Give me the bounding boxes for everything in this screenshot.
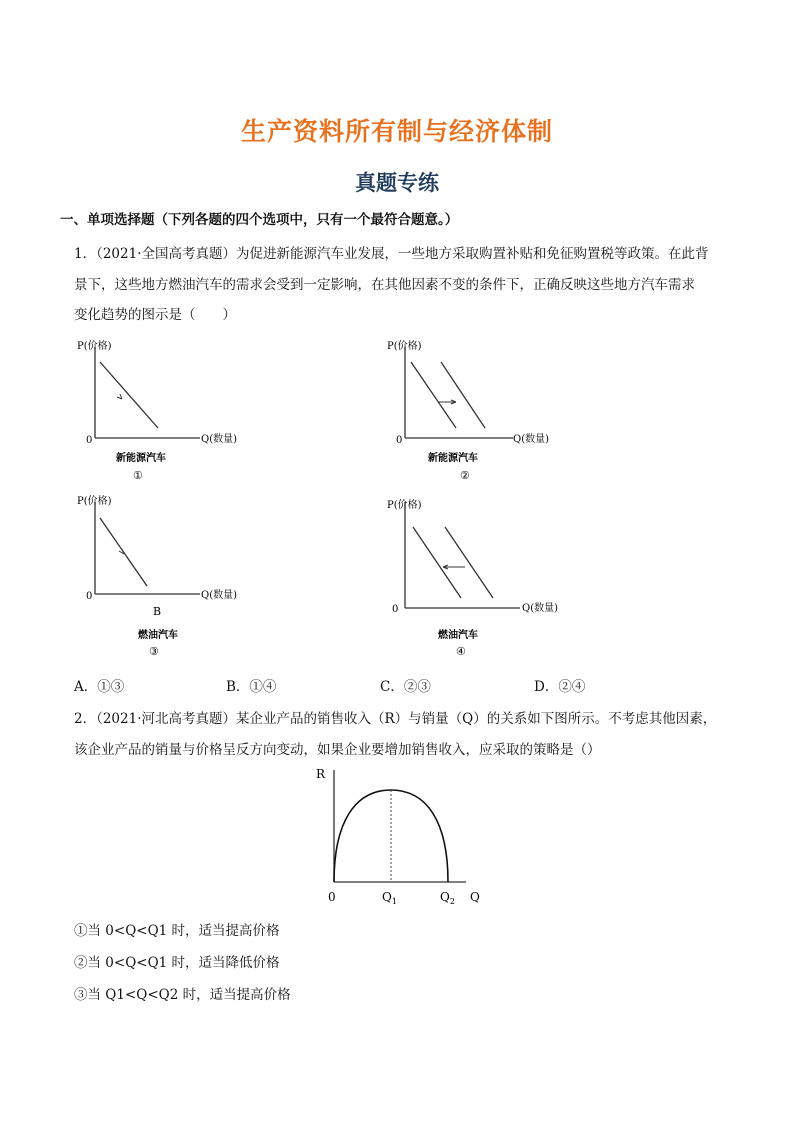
graph-1-caption: 新能源汽车	[116, 453, 166, 464]
graph-1-origin: 0	[86, 435, 93, 446]
graph-3-extra: B	[153, 605, 162, 618]
option-d[interactable]: D．②④	[534, 679, 586, 695]
graph-4-ylabel: P(价格)	[387, 500, 422, 511]
graph-1-number: ①	[133, 469, 143, 482]
graph-4-caption: 燃油汽车	[438, 630, 478, 641]
revenue-chart	[300, 762, 500, 910]
page-subtitle: 真题专练	[355, 171, 439, 195]
q2-statement-3: ③当 Q1<Q<Q2 时，适当提高价格	[74, 987, 291, 1003]
graph-3-number: ③	[149, 645, 159, 658]
q2-statement-2: ②当 0<Q<Q1 时，适当降低价格	[74, 955, 280, 971]
option-b[interactable]: B．①④	[226, 679, 277, 695]
page-title: 生产资料所有制与经济体制	[240, 117, 553, 146]
graph-2-caption: 新能源汽车	[428, 453, 478, 464]
graph-3-xlabel: Q(数量)	[201, 590, 238, 601]
chart-ylabel: R	[316, 767, 326, 781]
graph-3-ylabel: P(价格)	[77, 496, 112, 507]
graph-2-number: ②	[460, 469, 470, 482]
chart-q1-label: $Q_1$	[382, 890, 397, 906]
graph-4	[380, 490, 580, 658]
graph-2	[380, 335, 580, 485]
graph-3-origin: 0	[86, 591, 93, 602]
q1-text-line1: 1．（2021·全国高考真题）为促进新能源汽车业发展，一些地方采取购置补贴和免征购置税等政策。在此背	[74, 246, 709, 262]
graph-1-ylabel: P(价格)	[77, 341, 112, 352]
graph-4-origin: 0	[392, 604, 399, 615]
q2-statement-1: ①当 0<Q<Q1 时，适当提高价格	[74, 923, 280, 939]
graph-2-origin: 0	[396, 435, 403, 446]
q1-text-line2: 景下，这些地方燃油汽车的需求会受到一定影响，在其他因素不变的条件下，正确反映这些地方汽车需求	[74, 277, 695, 293]
q2-text-line1: 2．（2021·河北高考真题）某企业产品的销售收入（R）与销量（Q）的关系如下图所示。不考虑其他因素，	[74, 711, 717, 727]
graph-2-xlabel: Q(数量)	[513, 434, 550, 445]
chart-origin: 0	[328, 890, 336, 904]
section-heading: 一、单项选择题（下列各题的四个选项中，只有一个最符合题意。）	[60, 212, 459, 228]
q1-text-line3: 变化趋势的图示是（ ）	[74, 307, 236, 323]
option-a[interactable]: A．①③	[74, 679, 125, 695]
graph-1-xlabel: Q(数量)	[201, 434, 238, 445]
graph-1	[70, 335, 270, 485]
graph-4-number: ④	[456, 645, 466, 658]
q2-text-line2: 该企业产品的销量与价格呈反方向变动，如果企业要增加销售收入，应采取的策略是（）	[74, 742, 601, 758]
chart-q2-label: $Q_2$	[440, 890, 455, 906]
chart-xlabel: Q	[470, 890, 480, 904]
graph-4-xlabel: Q(数量)	[522, 603, 559, 614]
graph-3-caption: 燃油汽车	[138, 630, 178, 641]
option-c[interactable]: C．②③	[380, 679, 431, 695]
graph-2-ylabel: P(价格)	[387, 341, 422, 352]
graph-3	[70, 490, 270, 658]
